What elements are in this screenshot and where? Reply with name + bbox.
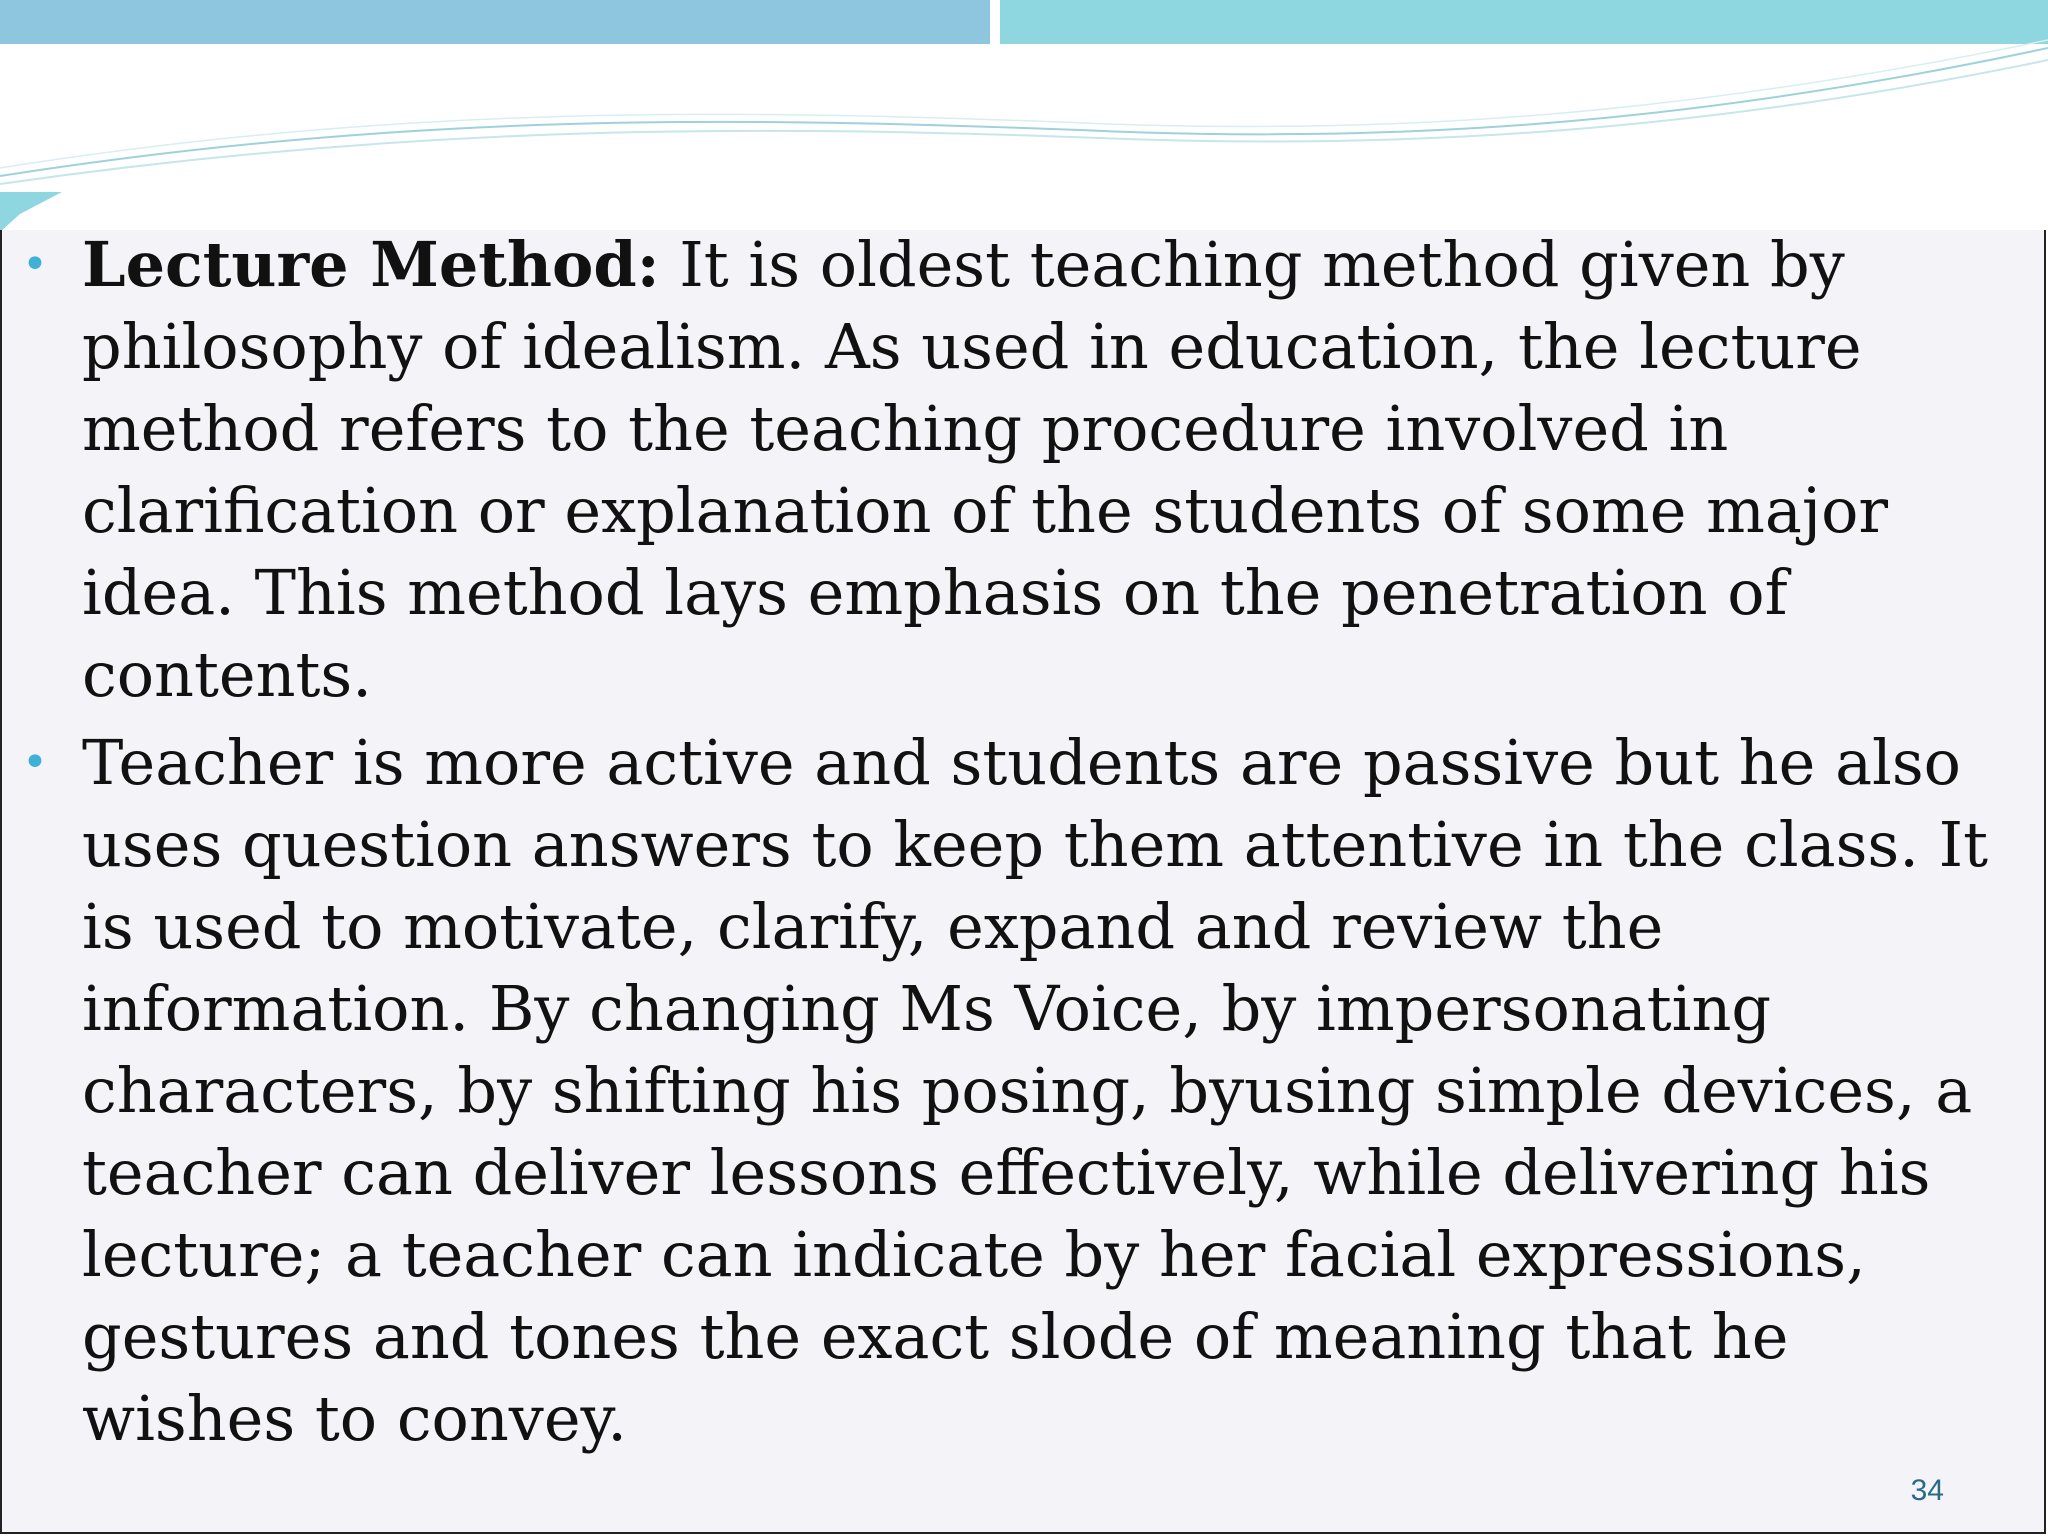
page-number: 34 [1910,1474,1944,1507]
wave-line-2 [0,60,2048,184]
bullet-icon: • [22,239,48,290]
bullet-lead: Lecture Method: [82,228,660,301]
bullet-list [22,224,2002,1466]
bullet-item-lecture-method [22,224,2002,716]
top-accent-bar-left [0,0,980,44]
bullet-text: It is oldest teaching method given by philosophy of idealism. As used in education, the lecture method refers to the teaching procedure involved in clarification or explanation of the students of some major idea. This method lays emphasis on the penetration of contents. [82,228,1889,711]
bullet-text: Teacher is more active and students are passive but he also uses question answers to keep them attentive in the class. It is used to motivate, clarify, expand and review the information. By changing Ms Voice, by impersonating characters, by shifting his posing, byusing simple devices, a teacher can deliver lessons effectively, while delivering his lecture; a teacher can indicate by her facial expressions, gestures and tones the exact slode of meaning that he wishes to convey. [82,726,1989,1455]
bullet-icon: • [22,737,48,788]
bullet-item-teacher-active [22,722,2002,1460]
top-accent-bar-right [1000,0,2048,44]
header-decoration [0,0,2048,240]
